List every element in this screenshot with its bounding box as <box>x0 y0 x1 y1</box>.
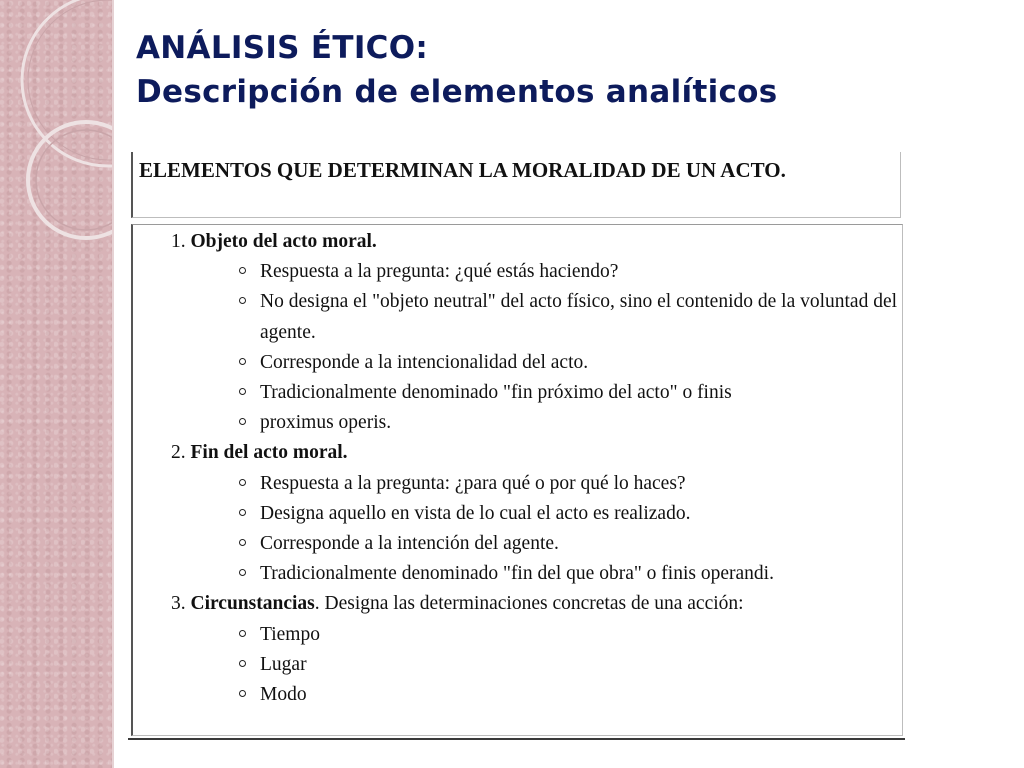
bullet-text: Respuesta a la pregunta: ¿qué estás haciendo? <box>260 261 619 283</box>
item-rest: . Designa las determinaciones concretas de una acción: <box>314 593 744 615</box>
item-number: 1. <box>171 231 186 252</box>
circle-bullet-icon <box>239 509 246 516</box>
circle-bullet-icon <box>239 267 246 274</box>
numbered-list <box>171 227 901 710</box>
list-item-objeto <box>171 227 901 257</box>
list-item <box>171 529 901 559</box>
list-item-fin <box>171 438 901 468</box>
bullet-text: proximus operis. <box>260 412 392 434</box>
list-item <box>171 650 901 680</box>
circle-bullet-icon <box>239 539 246 546</box>
circle-bullet-icon <box>239 479 246 486</box>
bullet-text: Modo <box>260 684 307 706</box>
item-title: Objeto del acto moral. <box>190 231 377 252</box>
bullet-text: Corresponde a la intencionalidad del acto. <box>260 351 589 373</box>
circle-bullet-icon <box>239 630 246 637</box>
list-item <box>171 469 901 499</box>
list-item <box>171 257 901 287</box>
list-item <box>171 287 901 347</box>
decorative-sidebar <box>0 0 114 768</box>
bullet-text: Tradicionalmente denominado "fin del que obra" o finis operandi. <box>260 563 774 585</box>
item-title: Circunstancias <box>190 593 315 615</box>
bullet-text: Lugar <box>260 653 307 675</box>
list-item <box>171 348 901 378</box>
bullet-text: Respuesta a la pregunta: ¿para qué o por qué lo haces? <box>260 472 686 494</box>
bullet-text: Corresponde a la intención del agente. <box>260 533 559 555</box>
bottom-divider <box>128 738 905 740</box>
bullet-text: Designa aquello en vista de lo cual el acto es realizado. <box>260 502 691 524</box>
table-header-text: ELEMENTOS QUE DETERMINAN LA MORALIDAD DE UN ACTO. <box>139 158 786 182</box>
item-number: 3. <box>171 593 186 615</box>
bullet-text: Tradicionalmente denominado "fin próximo del acto" o finis <box>260 382 732 404</box>
circle-bullet-icon <box>239 358 246 365</box>
title-line-2: Descripción de elementos analíticos <box>136 74 778 110</box>
circle-bullet-icon <box>239 660 246 667</box>
circle-bullet-icon <box>239 418 246 425</box>
item-title: Fin del acto moral. <box>190 442 348 464</box>
list-item <box>171 499 901 529</box>
table-header-cell <box>131 152 901 218</box>
list-item <box>171 680 901 710</box>
list-item <box>171 408 901 438</box>
slide-title <box>136 26 778 114</box>
circle-bullet-icon <box>239 297 246 304</box>
list-item <box>171 620 901 650</box>
bullet-text: No designa el "objeto neutral" del acto físico, sino el contenido de la voluntad del agente. <box>260 291 898 343</box>
circle-bullet-icon <box>239 569 246 576</box>
bullet-text: Tiempo <box>260 623 320 645</box>
circle-bullet-icon <box>239 388 246 395</box>
list-item <box>171 559 901 589</box>
table-content-cell <box>131 224 903 736</box>
list-item <box>171 378 901 408</box>
list-item-circunstancias <box>171 589 901 619</box>
title-line-1: ANÁLISIS ÉTICO: <box>136 30 429 66</box>
item-number: 2. <box>171 442 186 464</box>
decorative-rings-icon <box>0 0 112 768</box>
circle-bullet-icon <box>239 690 246 697</box>
